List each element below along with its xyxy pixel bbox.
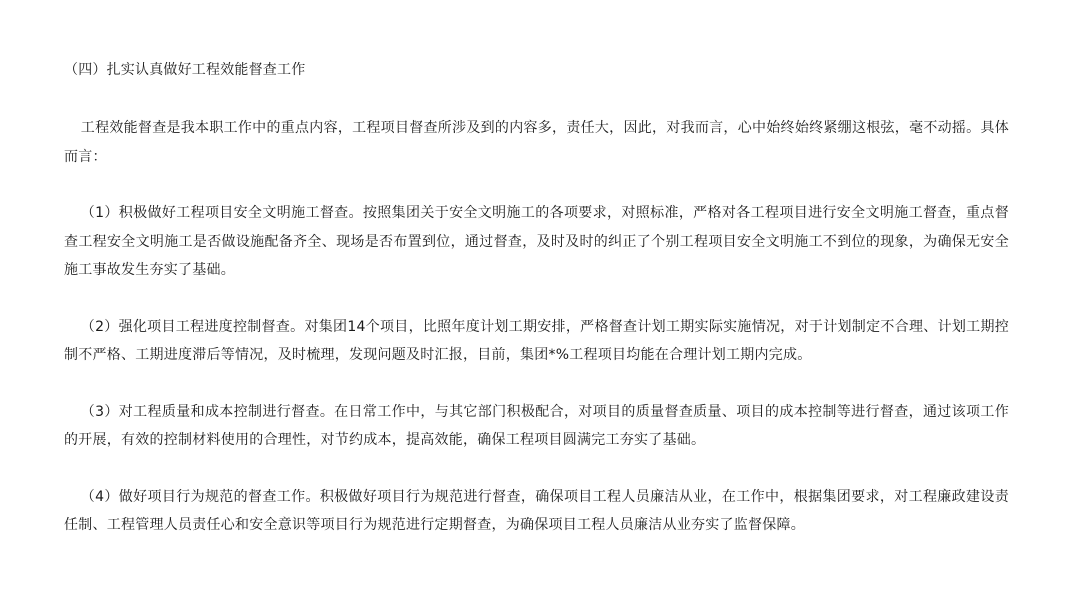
section-heading: （四）扎实认真做好工程效能督查工作 — [64, 62, 306, 78]
list-item-4: （4）做好项目行为规范的督查工作。积极做好项目行为规范进行督查，确保项目工程人员廉洁从业，在工作中，根据集团要求，对工程廉政建设责任制、工程管理人员责任心和安全意识等项目行为规范进行定期督查，为确保项目工程人员廉洁从业夯实了监督保障。 — [64, 488, 1009, 533]
document-body — [64, 56, 1009, 540]
list-item-3: （3）对工程质量和成本控制进行督查。在日常工作中，与其它部门积极配合，对项目的质量督查质量、项目的成本控制等进行督查，通过该项工作的开展，有效的控制材料使用的合理性，对节约成本，提高效能，确保工程项目圆满完工夯实了基础。 — [64, 403, 1009, 448]
intro-paragraph: 工程效能督查是我本职工作中的重点内容，工程项目督查所涉及到的内容多，责任大，因此，对我而言，心中始终始终紧绷这根弦，毫不动摇。具体而言： — [64, 120, 1009, 165]
list-item-1: （1）积极做好工程项目安全文明施工督查。按照集团关于安全文明施工的各项要求，对照标准，严格对各工程项目进行安全文明施工督查，重点督查工程安全文明施工是否做设施配备齐全、现场是否布置到位，通过督查，及时及时的纠正了个别工程项目安全文明施工不到位的现象，为确保无安全施工事故发生夯实了基础。 — [64, 205, 1009, 278]
list-item-2: （2）强化项目工程进度控制督查。对集团14个项目，比照年度计划工期安排，严格督查计划工期实际实施情况，对于计划制定不合理、计划工期控制不严格、工期进度滞后等情况，及时梳理，发现问题及时汇报，目前，集团*%工程项目均能在合理计划工期内完成。 — [64, 318, 1009, 363]
